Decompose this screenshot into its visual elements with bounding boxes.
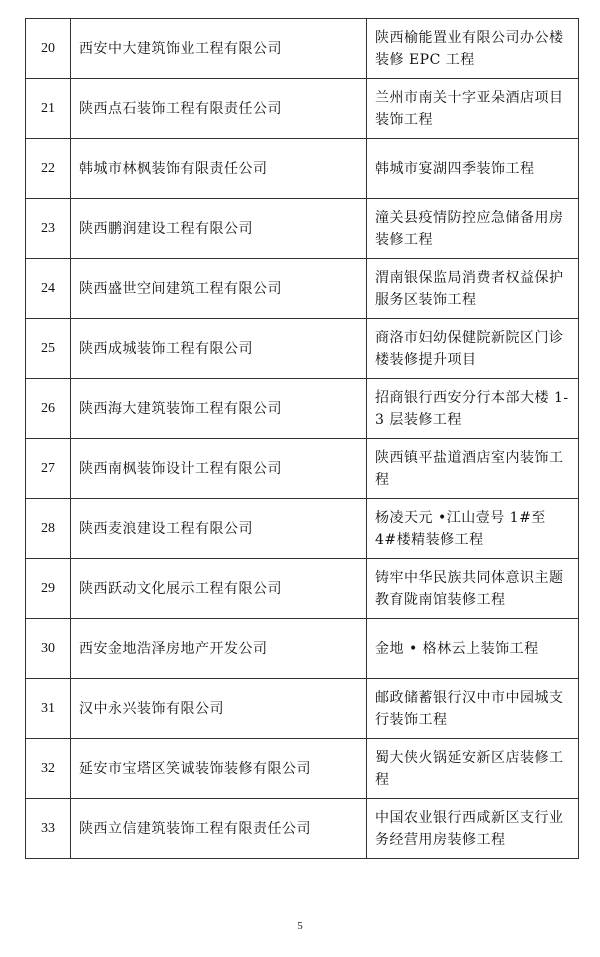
project-name: 招商银行西安分行本部大楼 1-3 层装修工程 <box>367 379 579 439</box>
row-number: 32 <box>26 739 71 799</box>
project-name: 商洛市妇幼保健院新院区门诊楼装修提升项目 <box>367 319 579 379</box>
row-number: 26 <box>26 379 71 439</box>
row-number: 30 <box>26 619 71 679</box>
table-row <box>26 559 579 619</box>
company-name: 延安市宝塔区笑诚装饰装修有限公司 <box>71 739 367 799</box>
company-name: 陕西鹏润建设工程有限公司 <box>71 199 367 259</box>
project-name: 潼关县疫情防控应急储备用房装修工程 <box>367 199 579 259</box>
table-row <box>26 619 579 679</box>
table-row <box>26 379 579 439</box>
company-name: 韩城市林枫装饰有限责任公司 <box>71 139 367 199</box>
project-name: 中国农业银行西咸新区支行业务经营用房装修工程 <box>367 799 579 859</box>
project-name: 韩城市宴湖四季装饰工程 <box>367 139 579 199</box>
row-number: 20 <box>26 19 71 79</box>
project-name: 陕西榆能置业有限公司办公楼装修 EPC 工程 <box>367 19 579 79</box>
row-number: 24 <box>26 259 71 319</box>
company-name: 西安金地浩泽房地产开发公司 <box>71 619 367 679</box>
page-number: 5 <box>297 920 303 932</box>
company-name: 陕西麦浪建设工程有限公司 <box>71 499 367 559</box>
company-name: 陕西立信建筑装饰工程有限责任公司 <box>71 799 367 859</box>
table-row <box>26 679 579 739</box>
project-name: 铸牢中华民族共同体意识主题教育陇南馆装修工程 <box>367 559 579 619</box>
company-name: 陕西点石装饰工程有限责任公司 <box>71 79 367 139</box>
row-number: 27 <box>26 439 71 499</box>
row-number: 25 <box>26 319 71 379</box>
table-row <box>26 799 579 859</box>
table-row <box>26 499 579 559</box>
row-number: 28 <box>26 499 71 559</box>
row-number: 22 <box>26 139 71 199</box>
row-number: 33 <box>26 799 71 859</box>
table-row <box>26 439 579 499</box>
table-row <box>26 79 579 139</box>
project-name: 邮政储蓄银行汉中市中园城支行装饰工程 <box>367 679 579 739</box>
project-name: 兰州市南关十字亚朵酒店项目装饰工程 <box>367 79 579 139</box>
table-row <box>26 319 579 379</box>
row-number: 29 <box>26 559 71 619</box>
table-row <box>26 199 579 259</box>
project-name: 金地 • 格林云上装饰工程 <box>367 619 579 679</box>
project-name: 杨凌天元 •江山壹号 1#至 4#楼精装修工程 <box>367 499 579 559</box>
table-row <box>26 19 579 79</box>
company-name: 陕西南枫装饰设计工程有限公司 <box>71 439 367 499</box>
project-name: 蜀大侠火锅延安新区店装修工程 <box>367 739 579 799</box>
company-name: 汉中永兴装饰有限公司 <box>71 679 367 739</box>
company-name: 陕西成城装饰工程有限公司 <box>71 319 367 379</box>
table-row <box>26 739 579 799</box>
project-name: 渭南银保监局消费者权益保护服务区装饰工程 <box>367 259 579 319</box>
project-table <box>25 18 579 859</box>
company-name: 西安中大建筑饰业工程有限公司 <box>71 19 367 79</box>
company-name: 陕西跃动文化展示工程有限公司 <box>71 559 367 619</box>
company-name: 陕西盛世空间建筑工程有限公司 <box>71 259 367 319</box>
table-row <box>26 259 579 319</box>
company-name: 陕西海大建筑装饰工程有限公司 <box>71 379 367 439</box>
project-name: 陕西镇平盐道酒店室内装饰工程 <box>367 439 579 499</box>
table-row <box>26 139 579 199</box>
row-number: 23 <box>26 199 71 259</box>
row-number: 31 <box>26 679 71 739</box>
row-number: 21 <box>26 79 71 139</box>
